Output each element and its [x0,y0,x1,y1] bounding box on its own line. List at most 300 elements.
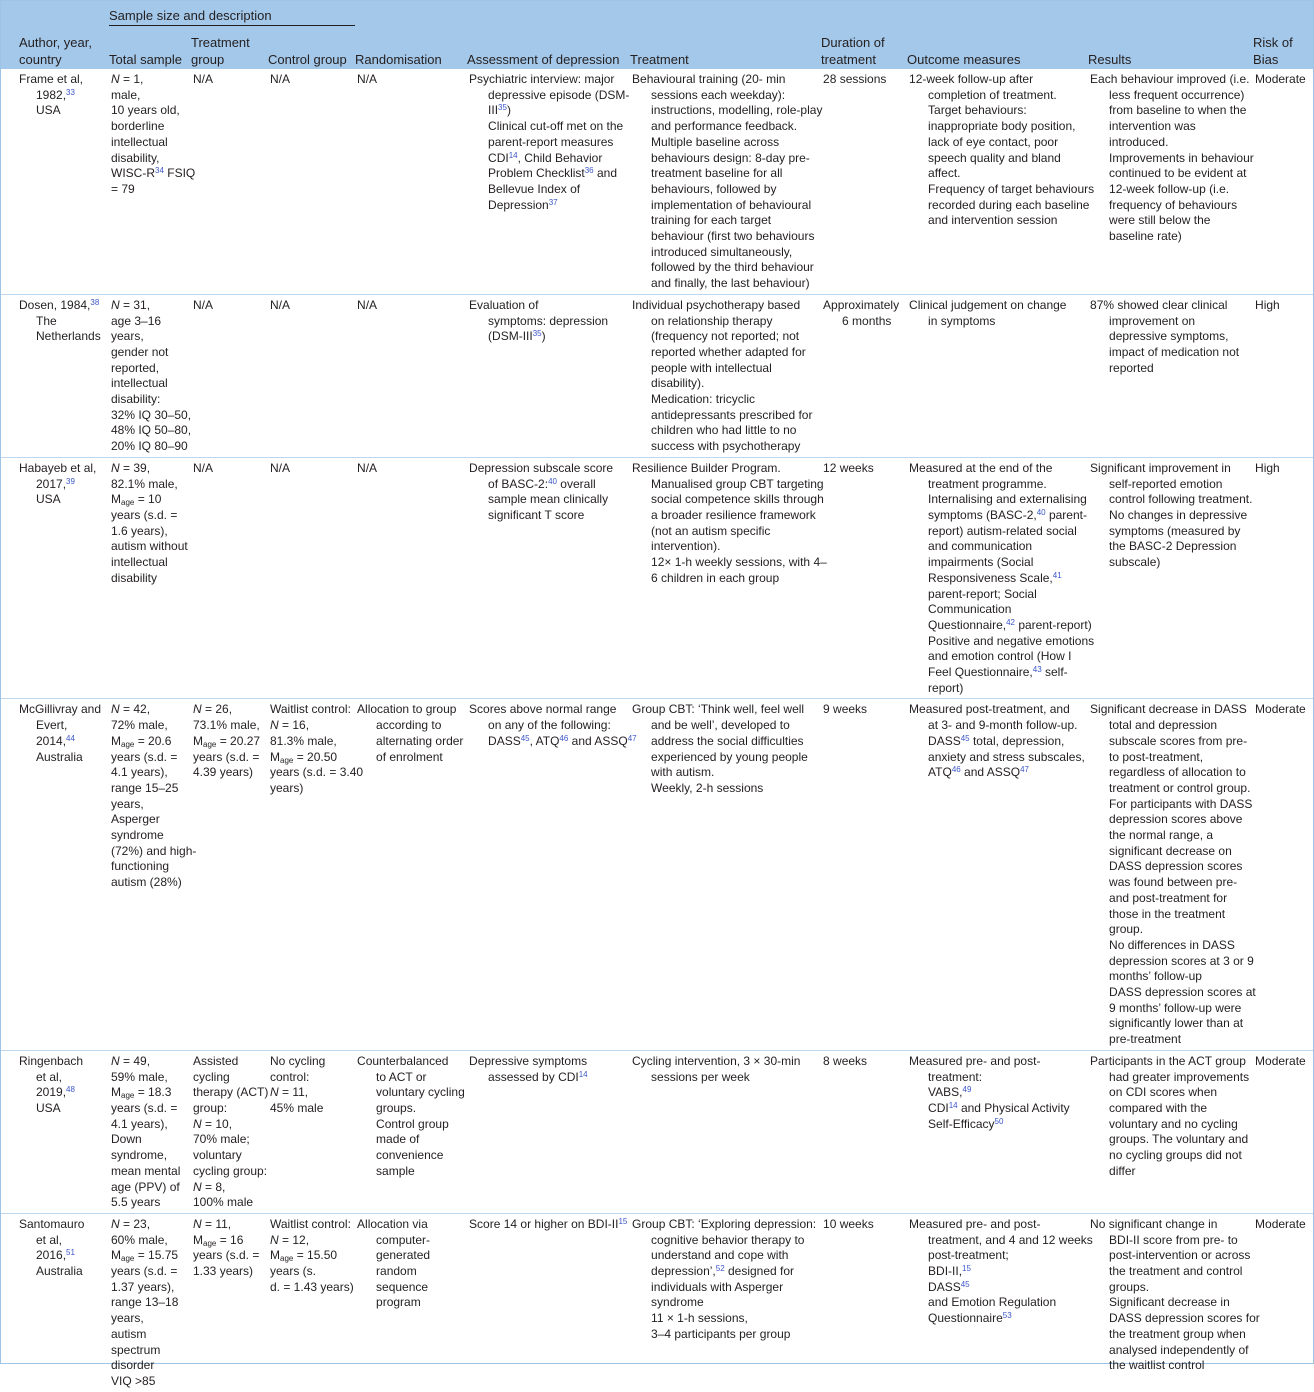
cell-line: children who had little to no [651,423,797,438]
cell-line: 70% male; [193,1132,250,1147]
col-header-randomisation: Randomisation [355,28,467,69]
col-header-duration: Duration of treatment [821,28,907,69]
cell-line: Evert, [36,718,68,733]
cell-line: Ringenbach [19,1053,84,1068]
cell-line: BDI-II score from pre- to [1109,1232,1238,1247]
cell-line: and be well’, developed to [651,718,790,733]
cell-line: Allocation to group [357,702,457,717]
cell-line: the normal range, a [1109,828,1214,843]
cell-line: Individual psychotherapy based [632,297,801,312]
cell-line: $M_{age} = 10$ [111,492,162,508]
cell-line: Multiple baseline across [651,134,780,149]
table-row [1,699,1313,1050]
cell-line: behaviour (first two behaviours [651,229,815,244]
cell-line: depression scores above [1109,812,1243,827]
cell-line: $M_{age} = 15.50$ [270,1248,338,1264]
cell-assessment [467,1213,630,1391]
cell-line: social competence skills through [651,492,824,507]
cell-line: understand and cope with [651,1248,789,1263]
cell-line: $M_{age} = 20.27$ [193,733,261,749]
cell-line: anxiety and stress subscales, [928,749,1085,764]
cell-line: cycling group: [193,1163,268,1178]
cell-line: 82.1% male, [111,476,178,491]
cell-line: the treatment group when [1109,1326,1246,1341]
cell-line: syndrome [111,828,164,843]
cell-line: individuals with Asperger [651,1279,784,1294]
cell-line: McGillivray and [19,702,102,717]
cell-line: No changes in depressive [1109,507,1248,522]
cell-line: $M_{age} = 20.6$ [111,733,172,749]
cell-line: age 3–16 [111,313,162,328]
cell-risk-of-bias: Moderate [1255,1053,1306,1068]
cell-line: Communication [928,602,1012,617]
cell-line: subscale scores from pre- [1109,733,1248,748]
cell-line: 6 children in each group [651,570,780,585]
col-header-results: Results [1088,28,1253,69]
cell-line: disorder [111,1358,155,1373]
cell-outcome [907,1050,1088,1213]
cell-line: Bellevue Index of [488,181,581,196]
cell-line: borderline [111,119,165,134]
cell-line: groups. The voluntary and [1109,1132,1249,1147]
cell-line: sequence [376,1279,429,1294]
cell-line: years, [111,1311,144,1326]
cell-line: self-reported emotion [1109,476,1223,491]
cell-line: people with intellectual [651,360,772,375]
cell-author [1,69,109,294]
cell-line: sessions per week [651,1069,750,1084]
cell-line: completion of treatment. [928,87,1057,102]
cell-line: N/A [270,297,291,312]
cell-line: Questionnaire,$^{42}$ parent-report) [928,617,1092,632]
cell-line: symptoms (BASC-2,40 parent- [928,507,1087,522]
cell-line: and finally, the last behaviour) [651,276,810,291]
cell-line: 28 sessions [823,72,887,86]
cell-line: N/A [357,460,378,475]
cell-line: those in the treatment [1109,906,1226,921]
cell-line: behaviours, followed by [651,181,777,196]
cell-line: VABS,$^{49}$ [928,1085,972,1100]
cell-line: treatment baseline for all [651,166,783,181]
cell-line: 1982,33 [36,87,75,102]
cell-line: N = 11, [270,1085,309,1100]
cell-line: years (s.d. = [111,1101,178,1115]
cell-line: Assisted [193,1053,239,1068]
cell-line: alternating order [376,733,464,748]
cell-line: 8 weeks [823,1053,868,1068]
cell-line: the treatment and control [1109,1264,1243,1279]
cell-line: syndrome, [111,1148,168,1163]
cell-line: introduced. [1109,134,1169,149]
cell-line: recorded during each baseline [928,197,1090,212]
cell-line: assessed by CDI$^{14}$ [488,1069,588,1084]
cell-results [1088,1213,1260,1391]
table-row [1,69,1313,294]
cell-line: Control group [376,1116,449,1131]
cell-line: 4.1 years), [111,1116,168,1131]
cell-line: Frequency of target behaviours [928,181,1095,196]
cell-line: experienced by young people [651,749,808,764]
cell-line: sample [376,1163,415,1178]
cell-line: treatment, and 4 and 12 weeks [928,1232,1093,1247]
cell-line: and post-treatment for [1109,890,1228,905]
cell-risk-of-bias: Moderate [1255,1216,1306,1231]
cell-line: 81.3% male, [270,733,337,748]
cell-line: significant T score [488,507,585,522]
cell-line: speech quality and bland [928,150,1061,165]
cell-line: Depression$^{37}$ [488,197,558,212]
cell-line: Positive and negative emotions [928,633,1095,648]
cell-control-group [268,699,364,1050]
cell-line: range 15–25 [111,780,179,795]
cell-line: of enrolment [376,749,443,764]
cell-line: Problem Checklist$^{36}$ and [488,166,617,181]
cell-randomisation [355,699,467,1050]
cell-line: 12× 1-h weekly sessions, with 4– [651,555,827,570]
cell-line: DASS depression scores at [1109,985,1256,1000]
cell-assessment [467,69,630,294]
cell-line: Dosen, 1984,38 [19,297,100,312]
cell-line: For participants with DASS [1109,796,1253,811]
cell-author [1,699,109,1050]
col-header-outcome: Outcome measures [907,28,1088,69]
cell-line: Psychiatric interview: major [469,72,615,86]
cell-line: post-treatment; [928,1248,1009,1263]
cell-duration [821,457,907,699]
cell-line: CDI$^{14}$ and Physical Activity [928,1101,1070,1115]
cell-line: with autism. [651,765,715,780]
cell-line: 1.33 years) [193,1264,254,1279]
cell-line: Self-Efficacy$^{50}$ [928,1116,1004,1131]
cell-line: Down [111,1132,142,1147]
cell-line: Clinical cut-off met on the [488,119,624,134]
cell-line: a broader resilience framework [651,507,816,522]
cell-duration [821,69,907,294]
cell-line: 10 weeks [823,1216,874,1231]
cell-line: disability, [111,150,160,165]
cell-author [1,457,109,699]
cell-treatment-group [191,1213,268,1391]
cell-line: Approximately [823,297,900,312]
cell-treatment-group [191,69,268,294]
cell-line: Scores above normal range [469,702,617,717]
cell-line: years (s.d. = 3.40 [270,765,364,780]
cell-line: computer- [376,1232,431,1247]
cell-line: years (s.d. = [193,749,260,764]
cell-total [109,1213,191,1391]
cell-line: less frequent occurrence) [1109,87,1245,102]
cell-line: Measured pre- and post- [909,1053,1041,1068]
cell-line: generated [376,1248,431,1263]
cell-line: voluntary and no cycling [1109,1116,1238,1131]
cell-line: success with psychotherapy [651,439,801,454]
cell-control-group [268,457,355,699]
cell-line: sample mean clinically [488,492,609,507]
cell-risk-of-bias: High [1255,460,1280,475]
cell-line: depression scores at 3 or 9 [1109,953,1254,968]
cell-line: N/A [270,460,291,475]
cell-line: Clinical judgement on change [909,297,1067,312]
cell-line: no cycling groups did not [1109,1148,1242,1163]
cell-line: reported [1109,360,1154,375]
cell-line: years (s. [270,1264,317,1279]
col-header-author: Author, year, country [1,28,109,69]
cell-author [1,294,109,457]
cell-assessment [467,1050,630,1213]
cell-line: VIQ >85 [111,1373,156,1388]
cell-line: Santomauro [19,1216,85,1231]
cell-line: frequency of behaviours [1109,197,1238,212]
header-row-group [1,1,1313,28]
col-header-total-sample: Total sample [109,28,191,69]
cell-line: $M_{age} = 16$ [193,1232,244,1248]
cell-line: subscale) [1109,555,1161,570]
cell-line: spectrum [111,1342,161,1357]
cell-line: behaviours design: 8-day pre- [651,150,810,165]
cell-line: N = 42, [111,702,151,717]
cell-line: 5.5 years [111,1195,161,1210]
cell-control-group [268,69,355,294]
table-row [1,294,1313,457]
cell-line: 4.1 years), [111,765,168,780]
cell-total [109,69,196,294]
cell-line: N = 10, [193,1116,233,1131]
cell-line: autism without [111,539,188,554]
cell-line: Medication: tricyclic [651,392,756,407]
cell-outcome [907,69,1095,294]
cell-line: therapy (ACT) [193,1085,269,1100]
cell-line: age (PPV) of [111,1179,180,1194]
cell-line: N = 49, [111,1053,151,1068]
cell-line: cognitive behavior therapy to [651,1232,805,1247]
cell-line: was found between pre- [1109,875,1238,890]
cell-line: lack of eye contact, poor [928,134,1059,149]
cell-line: impairments (Social [928,555,1034,570]
cell-line: at 3- and 9-month follow-up. [928,718,1078,733]
cell-line: 2019,48 [36,1085,75,1100]
cell-line: control following treatment. [1109,492,1253,507]
cell-line: compared with the [1109,1101,1208,1115]
cell-line: 1.37 years), [111,1279,175,1294]
cell-line: (not an autism specific [651,523,771,538]
cell-line: parent-report measures [488,134,614,149]
cell-line: Participants in the ACT group [1090,1053,1246,1068]
cell-line: 3–4 participants per group [651,1326,791,1341]
cell-line: mean mental [111,1163,181,1178]
cell-line: Measured at the end of the [909,460,1053,475]
cell-line: N/A [357,297,378,312]
cell-treatment [630,1050,821,1213]
cell-line: 2017,39 [36,476,75,491]
cell-author [1,1213,109,1391]
cell-outcome [907,294,1088,457]
cell-line: intervention). [651,539,721,554]
cell-line: 6 months [842,313,892,328]
cell-line: 9 weeks [823,702,868,717]
cell-line: DASS$^{45}$ [928,1279,970,1294]
cell-line: N/A [193,460,214,475]
cell-line: $M_{age} = 20.50$ [270,749,338,765]
cell-line: Questionnaire$^{53}$ [928,1311,1012,1326]
cell-total [109,699,197,1050]
cell-line: years (s.d. = [111,749,178,764]
cell-line: N = 11, [193,1216,232,1231]
cell-line: Counterbalanced [357,1053,449,1068]
cell-treatment [630,69,821,294]
cell-line: depressive episode (DSM- [488,87,630,102]
cell-line: group. [1109,922,1144,937]
cell-line: 48% IQ 50–80, [111,423,192,438]
table-body [1,69,1313,1392]
cell-line: disability [111,570,158,585]
cell-line: intervention was [1109,119,1196,134]
cell-line: and Emotion Regulation [928,1295,1057,1310]
cell-results [1088,457,1253,699]
cell-line: Target behaviours: [928,103,1027,118]
cell-line: N = 8, [193,1179,226,1194]
cell-line: convenience [376,1148,444,1163]
cell-line: report) autism-related social [928,523,1077,538]
cell-line: symptoms: depression [488,313,609,328]
cell-line: $M_{age} = 15.75$ [111,1248,179,1264]
cell-total [109,457,191,699]
cell-duration [821,294,907,457]
cell-line: ATQ$^{46}$ and ASSQ$^{47}$ [928,765,1029,780]
cell-line: Score 14 or higher on BDI-II$^{15}$ [469,1216,628,1231]
cell-line: address the social difficulties [651,733,804,748]
cell-line: total and depression [1109,718,1218,733]
cell-line: 73.1% male, [193,718,260,733]
cell-line: Habayeb et al, [19,460,97,475]
table-row [1,457,1313,699]
cell-results [1088,69,1253,294]
cell-line: report) [928,680,964,695]
cell-line: intellectual [111,376,168,391]
cell-line: Waitlist control: [270,702,351,717]
cell-assessment [467,294,630,457]
cell-line: had greater improvements [1109,1069,1250,1084]
cell-line: Significant decrease in [1109,1295,1230,1310]
cell-treatment [630,294,821,457]
cell-line: 59% male, [111,1069,168,1084]
cell-line: sessions each weekday): [651,87,786,102]
cell-duration [821,1050,907,1213]
cell-results [1088,699,1256,1050]
cell-line: Waitlist control: [270,1216,351,1231]
cell-results [1088,294,1253,457]
cell-line: control: [270,1069,310,1084]
cell-line: DASS depression scores [1109,859,1243,874]
cell-line: disability). [651,376,705,391]
cell-line: group: [193,1101,228,1115]
cell-line: Behavioural training (20- min [632,72,786,86]
header-row-columns [1,28,1313,69]
cell-line: Australia [36,749,83,764]
cell-line: 45% male [270,1101,324,1115]
cell-line: 72% male, [111,718,168,733]
cell-line: reported, [111,360,160,375]
cell-line: random [376,1264,417,1279]
cell-line: Depressive symptoms [469,1053,588,1068]
cell-line: years (s.d. = [111,507,178,522]
cell-line: significantly lower than at [1109,1016,1244,1031]
cell-line: analysed independently of [1109,1342,1249,1357]
table-row [1,1050,1313,1213]
cell-line: et al, [36,1232,63,1247]
cell-treatment [630,457,827,699]
cell-line: N/A [193,72,214,86]
cell-control-group [268,1213,355,1391]
cell-line: 2014,44 [36,733,75,748]
cell-line: years, [111,329,144,344]
cell-line: = 79 [111,181,135,196]
cell-line: 100% male [193,1195,254,1210]
cell-assessment [467,457,630,699]
cell-line: N = 31, [111,297,151,312]
cell-line: intellectual [111,134,168,149]
cell-line: followed by the third behaviour [651,260,814,275]
cell-line: N = 12, [270,1232,310,1247]
cell-line: treatment or control group. [1109,780,1251,795]
cell-line: USA [36,103,61,118]
cell-line: 12 weeks [823,460,874,475]
cell-line: CDI$^{14}$, Child Behavior [488,150,603,165]
cell-line: autism [111,1326,147,1341]
cell-line: improvement on [1109,313,1196,328]
sample-size-group-header: Sample size and description [109,1,355,28]
cell-line: 60% male, [111,1232,168,1247]
cell-line: Measured post-treatment, and [909,702,1070,717]
cell-line: voluntary cycling [376,1085,465,1100]
cell-line: BDI-II,$^{15}$ [928,1264,971,1279]
cell-line: Asperger [111,812,160,827]
cell-line: 87% showed clear clinical [1090,297,1228,312]
col-header-treatment: Treatment [630,28,821,69]
cell-outcome [907,699,1088,1050]
cell-line: Frame et al, [19,72,84,86]
cell-line: functioning [111,859,170,874]
cell-line: years, [111,796,144,811]
cell-line: Netherlands [36,329,101,344]
cell-line: were still below the [1109,213,1211,228]
cell-line: 12-week follow-up after [909,72,1034,86]
cell-line: 4.39 years) [193,765,254,780]
cell-line: to ACT or [376,1069,427,1084]
cell-line: cycling [193,1069,230,1084]
cell-line: 2016,51 [36,1248,75,1263]
cell-line: depressive symptoms, [1109,329,1229,344]
cell-line: treatment: [928,1069,983,1084]
cell-line: No differences in DASS [1109,937,1235,952]
cell-assessment [467,699,637,1050]
cell-line: in symptoms [928,313,996,328]
cell-line: antidepressants prescribed for [651,407,813,422]
cell-line: 32% IQ 30–50, [111,407,192,422]
cell-author [1,1050,109,1213]
cell-line: Responsiveness Scale,$^{41}$ [928,570,1062,585]
cell-line: Improvements in behaviour [1109,150,1254,165]
cell-line: intellectual [111,555,168,570]
cell-line: instructions, modelling, role-play [651,103,823,118]
cell-treatment-group [191,294,268,457]
cell-line: N = 39, [111,460,151,475]
cell-line: Group CBT: ‘Think well, feel well [632,702,805,717]
cell-line: inappropriate body position, [928,119,1076,134]
cell-line: training for each target [651,213,772,228]
cell-line: WISC-$R^{34}$ FSIQ [111,166,196,181]
cell-total [109,1050,191,1213]
cell-treatment-group [191,1050,268,1213]
